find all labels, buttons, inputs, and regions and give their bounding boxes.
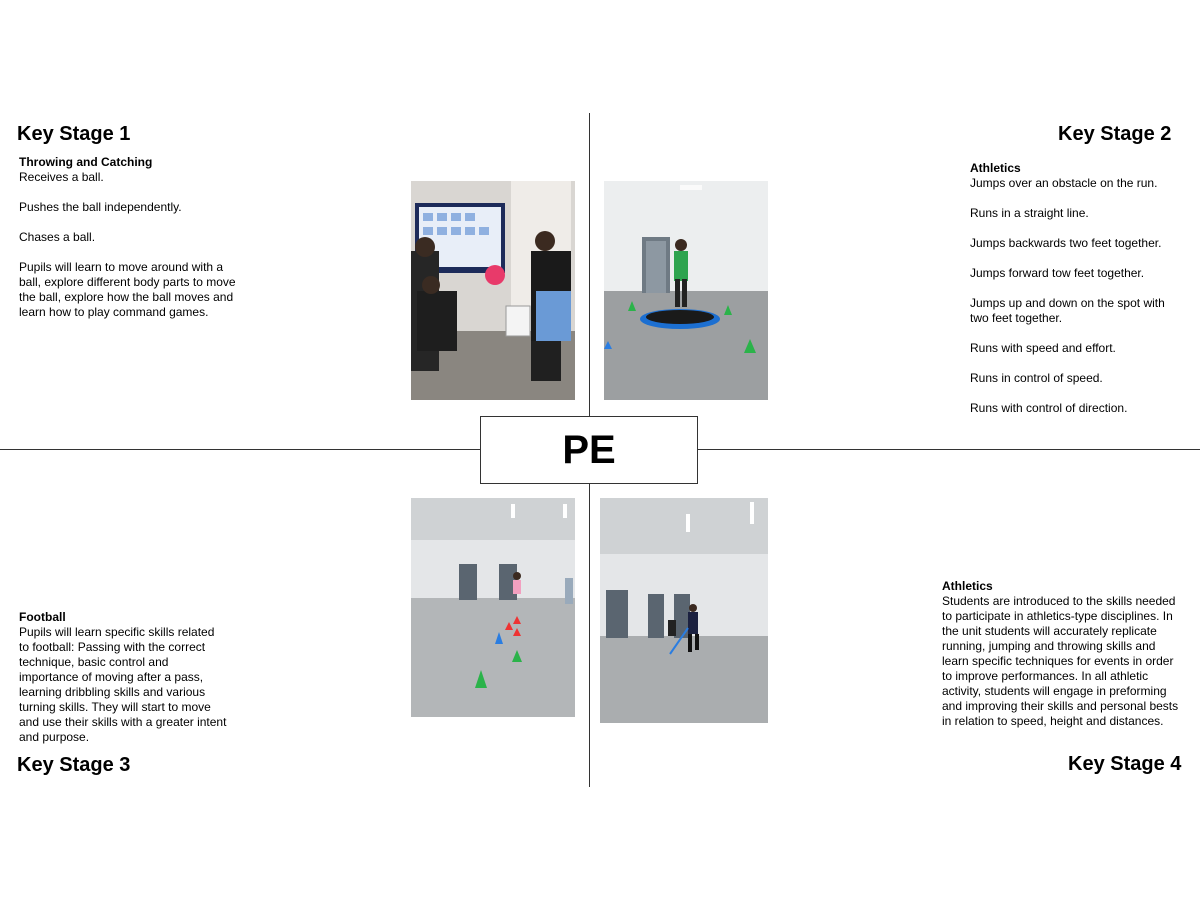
ks2-item: Jumps forward tow feet together. — [970, 266, 1145, 280]
ks3-body: Pupils will learn specific skills related to football: Passing with the correct technique, basic control and importance of moving after a pass, learning dribbling skills and various turning skills. They will start to move and use their skills with a greater intent and purpose. — [19, 625, 227, 744]
ks1-heading: Key Stage 1 — [17, 123, 131, 145]
ks4-text — [942, 579, 1182, 729]
ks2-item: Jumps over an obstacle on the run. — [970, 176, 1158, 190]
page-title: PE — [480, 416, 698, 484]
ks2-item: Jumps up and down on the spot with two feet together. — [970, 296, 1165, 325]
ks1-item: Pushes the ball independently. — [19, 200, 182, 214]
ks2-item: Runs in a straight line. — [970, 206, 1089, 220]
ks4-heading: Key Stage 4 — [1068, 753, 1182, 775]
ks2-topic: Athletics — [970, 161, 1021, 175]
ks1-text — [19, 155, 244, 320]
ks2-item: Runs with control of direction. — [970, 401, 1128, 415]
ks3-topic: Football — [19, 610, 66, 624]
ks2-item: Runs with speed and effort. — [970, 341, 1116, 355]
ks3-text — [19, 610, 227, 745]
ks1-item: Pupils will learn to move around with a ball, explore different body parts to move the ball, explore how the ball moves and learn how to play command games. — [19, 260, 236, 319]
ks1-item: Chases a ball. — [19, 230, 96, 244]
ks2-text — [970, 161, 1180, 416]
ks3-heading: Key Stage 3 — [17, 754, 131, 776]
ks4-topic: Athletics — [942, 579, 993, 593]
ks2-item: Jumps backwards two feet together. — [970, 236, 1162, 250]
ks1-photo — [411, 181, 575, 400]
ks2-heading: Key Stage 2 — [1058, 123, 1172, 145]
ks4-photo — [600, 498, 768, 723]
ks2-photo — [604, 181, 768, 400]
ks4-body: Students are introduced to the skills needed to participate in athletics-type disciplines. In the unit students will accurately replicate running, jumping and throwing skills and learn specific techniques for events in order to improve performances. In all athletic activity, students will engage in preforming and improving their skills and personal bests in relation to speed, height and distances. — [942, 594, 1179, 728]
ks1-item: Receives a ball. — [19, 170, 104, 184]
ks2-item: Runs in control of speed. — [970, 371, 1103, 385]
ks1-topic: Throwing and Catching — [19, 155, 153, 169]
ks3-photo — [411, 498, 575, 717]
